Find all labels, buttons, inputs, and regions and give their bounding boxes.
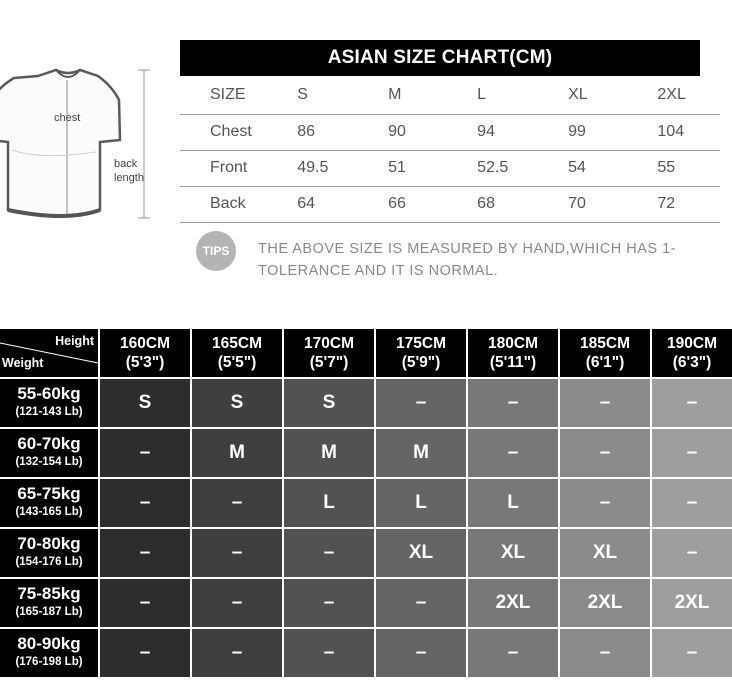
- weight-kg: 65-75kg: [17, 484, 81, 503]
- weight-kg: 60-70kg: [17, 434, 81, 453]
- table-cell: 94: [449, 114, 540, 150]
- table-cell: 2XL: [629, 76, 720, 114]
- table-cell: 90: [360, 114, 449, 150]
- size-cell: L: [468, 479, 558, 527]
- tip-text-line1: THE ABOVE SIZE IS MEASURED BY HAND,WHICH HAS 1-: [258, 241, 677, 257]
- size-cell: M: [192, 429, 282, 477]
- height-header: [376, 329, 466, 377]
- size-cell: –: [192, 629, 282, 677]
- table-cell: 68: [449, 186, 540, 222]
- jersey-outline-icon: [0, 60, 160, 230]
- weight-kg: 70-80kg: [17, 534, 81, 553]
- weight-header: [0, 629, 98, 677]
- corner-height-label: Height: [55, 334, 94, 348]
- size-cell: –: [652, 379, 732, 427]
- measurement-row: [180, 150, 720, 186]
- size-cell: XL: [376, 529, 466, 577]
- chart-corner-header: [0, 329, 98, 377]
- height-header: [560, 329, 650, 377]
- size-cell: M: [376, 429, 466, 477]
- size-cell: –: [560, 479, 650, 527]
- size-cell: L: [284, 479, 374, 527]
- chest-label: chest: [54, 112, 81, 124]
- table-cell: 86: [269, 114, 360, 150]
- height-ft: (5'11"): [489, 354, 537, 371]
- measurement-row: [180, 114, 720, 150]
- size-cell: –: [100, 479, 190, 527]
- size-cell: 2XL: [560, 579, 650, 627]
- weight-header: [0, 429, 98, 477]
- height-ft: (5'7"): [309, 354, 349, 371]
- size-cell: –: [100, 429, 190, 477]
- table-cell: L: [449, 76, 540, 114]
- size-cell: –: [468, 429, 558, 477]
- size-cell: –: [100, 529, 190, 577]
- weight-lb: (165-187 Lb): [15, 606, 83, 618]
- size-cell: –: [192, 579, 282, 627]
- row-label: Chest: [180, 114, 269, 150]
- size-cell: –: [560, 629, 650, 677]
- size-cell: –: [560, 379, 650, 427]
- height-cm: 185CM: [580, 335, 630, 352]
- tips-badge: TIPS: [196, 231, 236, 271]
- table-cell: XL: [540, 76, 629, 114]
- height-header: [100, 329, 190, 377]
- height-header: [652, 329, 732, 377]
- row-label: SIZE: [180, 76, 269, 114]
- height-ft: (6'1"): [585, 354, 625, 371]
- weight-lb: (132-154 Lb): [15, 456, 83, 468]
- size-cell: –: [376, 629, 466, 677]
- size-cell: –: [284, 579, 374, 627]
- size-cell: M: [284, 429, 374, 477]
- tip-text-line2: TOLERANCE AND IT IS NORMAL.: [258, 263, 499, 279]
- back-length-label-line1: back: [114, 158, 138, 170]
- size-cell: –: [652, 429, 732, 477]
- height-cm: 165CM: [212, 335, 262, 352]
- size-cell: –: [468, 629, 558, 677]
- table-cell: 49.5: [269, 150, 360, 186]
- height-header: [468, 329, 558, 377]
- weight-lb: (176-198 Lb): [15, 656, 83, 668]
- height-ft: (6'3"): [672, 354, 712, 371]
- size-cell: S: [284, 379, 374, 427]
- table-cell: 52.5: [449, 150, 540, 186]
- size-cell: –: [560, 429, 650, 477]
- size-cell: –: [652, 479, 732, 527]
- height-header: [192, 329, 282, 377]
- weight-header: [0, 479, 98, 527]
- height-cm: 180CM: [488, 335, 538, 352]
- size-cell: 2XL: [468, 579, 558, 627]
- size-cell: S: [100, 379, 190, 427]
- weight-kg: 80-90kg: [17, 634, 81, 653]
- size-cell: –: [652, 529, 732, 577]
- height-ft: (5'3"): [125, 354, 165, 371]
- row-label: Front: [180, 150, 269, 186]
- table-cell: 99: [540, 114, 629, 150]
- size-cell: –: [192, 529, 282, 577]
- table-cell: 72: [629, 186, 720, 222]
- height-header: [284, 329, 374, 377]
- height-cm: 160CM: [120, 335, 170, 352]
- size-cell: –: [100, 629, 190, 677]
- weight-header: [0, 579, 98, 627]
- size-cell: –: [652, 629, 732, 677]
- corner-weight-label: Weight: [2, 356, 44, 370]
- asian-size-chart-title: ASIAN SIZE CHART(CM): [180, 40, 700, 76]
- height-cm: 175CM: [396, 335, 446, 352]
- weight-lb: (121-143 Lb): [15, 406, 83, 418]
- weight-lb: (154-176 Lb): [15, 556, 83, 568]
- jersey-illustration: [0, 60, 160, 230]
- measurement-row: [180, 186, 720, 222]
- row-label: Back: [180, 186, 269, 222]
- table-cell: 70: [540, 186, 629, 222]
- table-cell: M: [360, 76, 449, 114]
- size-cell: –: [376, 579, 466, 627]
- height-cm: 190CM: [667, 335, 717, 352]
- height-ft: (5'5"): [217, 354, 257, 371]
- size-header-row: [180, 76, 720, 114]
- height-cm: 170CM: [304, 335, 354, 352]
- size-cell: –: [468, 379, 558, 427]
- size-cell: –: [100, 579, 190, 627]
- table-cell: 104: [629, 114, 720, 150]
- weight-header: [0, 379, 98, 427]
- size-cell: –: [376, 379, 466, 427]
- weight-kg: 55-60kg: [17, 384, 81, 403]
- height-ft: (5'9"): [401, 354, 441, 371]
- back-length-label-line2: length: [114, 172, 144, 184]
- size-cell: XL: [560, 529, 650, 577]
- size-cell: –: [192, 479, 282, 527]
- weight-kg: 75-85kg: [17, 584, 81, 603]
- size-cell: XL: [468, 529, 558, 577]
- size-cell: 2XL: [652, 579, 732, 627]
- weight-lb: (143-165 Lb): [15, 506, 83, 518]
- table-cell: 51: [360, 150, 449, 186]
- table-cell: 64: [269, 186, 360, 222]
- table-cell: S: [269, 76, 360, 114]
- size-cell: L: [376, 479, 466, 527]
- table-cell: 55: [629, 150, 720, 186]
- weight-header: [0, 529, 98, 577]
- table-cell: 54: [540, 150, 629, 186]
- size-cell: S: [192, 379, 282, 427]
- asian-size-table: [180, 76, 720, 223]
- size-cell: –: [284, 629, 374, 677]
- height-weight-size-chart: [0, 329, 732, 677]
- size-cell: –: [284, 529, 374, 577]
- table-cell: 66: [360, 186, 449, 222]
